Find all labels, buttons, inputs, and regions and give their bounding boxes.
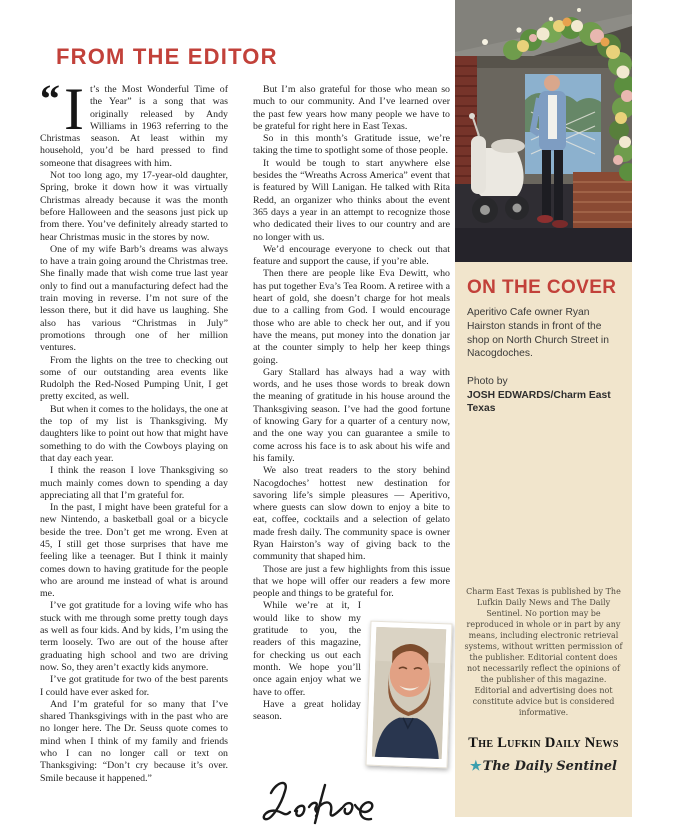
column-1: [40, 76, 228, 837]
paragraph: In the past, I might have been grateful for a new Nintendo, a basketball goal or a bicycle beside the tree. Don’t get me wrong. Even at 45, I still get those surprises that have me feeling like a teenager. But I think it mainly comes down to having gratitude for the people who are around me instead of what is around me.: [40, 502, 228, 600]
star-icon: ★: [470, 758, 482, 774]
lufkin-daily-news-logo: The Lufkin Daily News: [468, 734, 619, 751]
paragraph: From the lights on the tree to checking out some of our outstanding area events like Rudolph the Red-Nosed Pumping Unit, I get pretty excited, as well.: [40, 354, 228, 403]
signature-handwriting: [259, 771, 377, 837]
paragraph: One of my wife Barb’s dreams was always to have a train going around the Christmas tree. She finally made that wish come true last year only to find out a manufacturing defect had the train moving in reverse. I’m not sure of the lesson there, but it did have us laughing. She also has various “Christmas in July” promotions through one of her million ventures.: [40, 243, 228, 354]
editor-headshot-photo: [365, 621, 452, 769]
paragraph: Not too long ago, my 17-year-old daughter, Spring, broke it down how it was virtually Christmas already because it was the month before Halloween and the seasons just pick up from there. You’ve definitely already started to hear Christmas music in the stores by now.: [40, 170, 228, 243]
on-the-cover-title: ON THE COVER: [467, 277, 617, 298]
paragraph: We’d encourage everyone to check out that feature and support the cause, if you’re able.: [253, 243, 450, 268]
editor-portrait-image: [372, 627, 446, 759]
daily-sentinel-logo: [455, 759, 632, 774]
page-title: FROM THE EDITOR: [56, 44, 278, 69]
paragraph: It would be tough to start anywhere else besides the “Wreaths Across America” event that is featured by Will Lanigan. He talked with Rita Redd, an organizer who thinks about the event 365 days a year in an attempt to recognize those who dedicated their lives to our country and are no longer with us.: [253, 157, 450, 243]
paragraph: Those are just a few highlights from this issue that we hope will offer our readers a few more people and things to be grateful for.: [253, 563, 450, 600]
photo-by-label: Photo by: [467, 376, 508, 388]
lead-paragraph: [40, 76, 228, 170]
drop-cap: I: [64, 76, 84, 142]
paragraph: And I’m grateful for so many that I’ve shared Thanksgivings with in the past who are no longer here. The Dr. Seuss quote comes to mind when I think of my family and friends who I can no longer call or text on Thanksgiving: “Don’t cry because it’s over. Smile because it happened.”: [40, 698, 228, 784]
paragraph: But when it comes to the holidays, the one at the top of my list is Thanksgiving. My daughters like to point out how that might have something to do with the Cowboys playing on that day each year.: [40, 403, 228, 464]
daily-sentinel-text: The Daily Sentinel: [482, 758, 617, 774]
paragraph-text: t’s the Most Wonderful Time of the Year” is a song that was originally released by Andy Williams in 1963 referring to the Christmas season. At least within my household, you’d be hard pressed to find someone that disagrees with him.: [40, 84, 228, 169]
paragraph: Have a great holiday season.: [253, 698, 361, 723]
paragraph: But I’m also grateful for those who mean so much to our community. And I’ve learned over the past few years how many people we have to be grateful for right here in East Texas.: [253, 84, 450, 132]
column-2: [253, 84, 450, 837]
article-body: [40, 76, 450, 837]
paragraph: While we’re at it, I would like to show my gratitude to you, the readers of this magazine, for checking us out each month. We hope you’ll once again enjoy what we have to offer.: [253, 600, 361, 698]
paragraph: Then there are people like Eva Dewitt, who has put together Eva’s Tea Room. A retiree with a heart of gold, she doesn’t charge for hot meals due to a calling from God. I would encourage those who are able to check her out, and if you have the means, put money into the donation jar at the counter simply to help her keep things going.: [253, 268, 450, 366]
photo-credit: JOSH EDWARDS/Charm East Texas: [467, 389, 611, 415]
paragraph: I’ve got gratitude for two of the best parents I could have ever asked for.: [40, 674, 228, 698]
paragraph: We also treat readers to the story behind Nacogdoches’ hottest new destination for savoring life’s simple pleasures — Aperitivo, where guests can slow down to enjoy a bite to eat, coffee, cocktails and a selection of gelato made fresh daily. The community space is owner Ryan Hairston’s way of giving back to the community that shaped him.: [253, 465, 450, 563]
paragraph: Gary Stallard has always had a way with words, and he uses those words to break down the meaning of gratitude in his house around the Thanksgiving season. I’ve had the good fortune of knowing Gary for a quarter of a century now, and the one way you can guarantee a smile to come across his face is to ask about his wife and his family.: [253, 366, 450, 464]
cover-photo: [455, 0, 632, 262]
publisher-notice: Charm East Texas is published by The Lufkin Daily News and The Daily Sentinel. No portion may be reproduced in whole or in part by any means, including electronic retrieval systems, without written permission of the publisher. Editorial content does not necessarily reflect the opinions of the publisher of this magazine. Editorial and advertising does not constitute advice but is considered informative.: [464, 586, 623, 717]
sidebar: [455, 0, 632, 817]
paragraph: I think the reason I love Thanksgiving so much mainly comes down to spending a day appreciating all that I’m grateful for.: [40, 465, 228, 501]
paragraph: So in this month’s Gratitude issue, we’re taking the time to spotlight some of those people.: [253, 133, 450, 157]
cover-caption: Aperitivo Cafe owner Ryan Hairston stands in front of the shop on North Church Street in Nacogdoches.: [467, 307, 609, 360]
paragraph: I’ve got gratitude for a loving wife who has stuck with me through some pretty tough days as well as four kids. And by kids, I’m using the term loosely. Two are out of the house after graduating high school and two are driving now. So, they aren’t exactly kids anymore.: [40, 600, 228, 673]
opening-quote-mark: “: [40, 76, 60, 121]
